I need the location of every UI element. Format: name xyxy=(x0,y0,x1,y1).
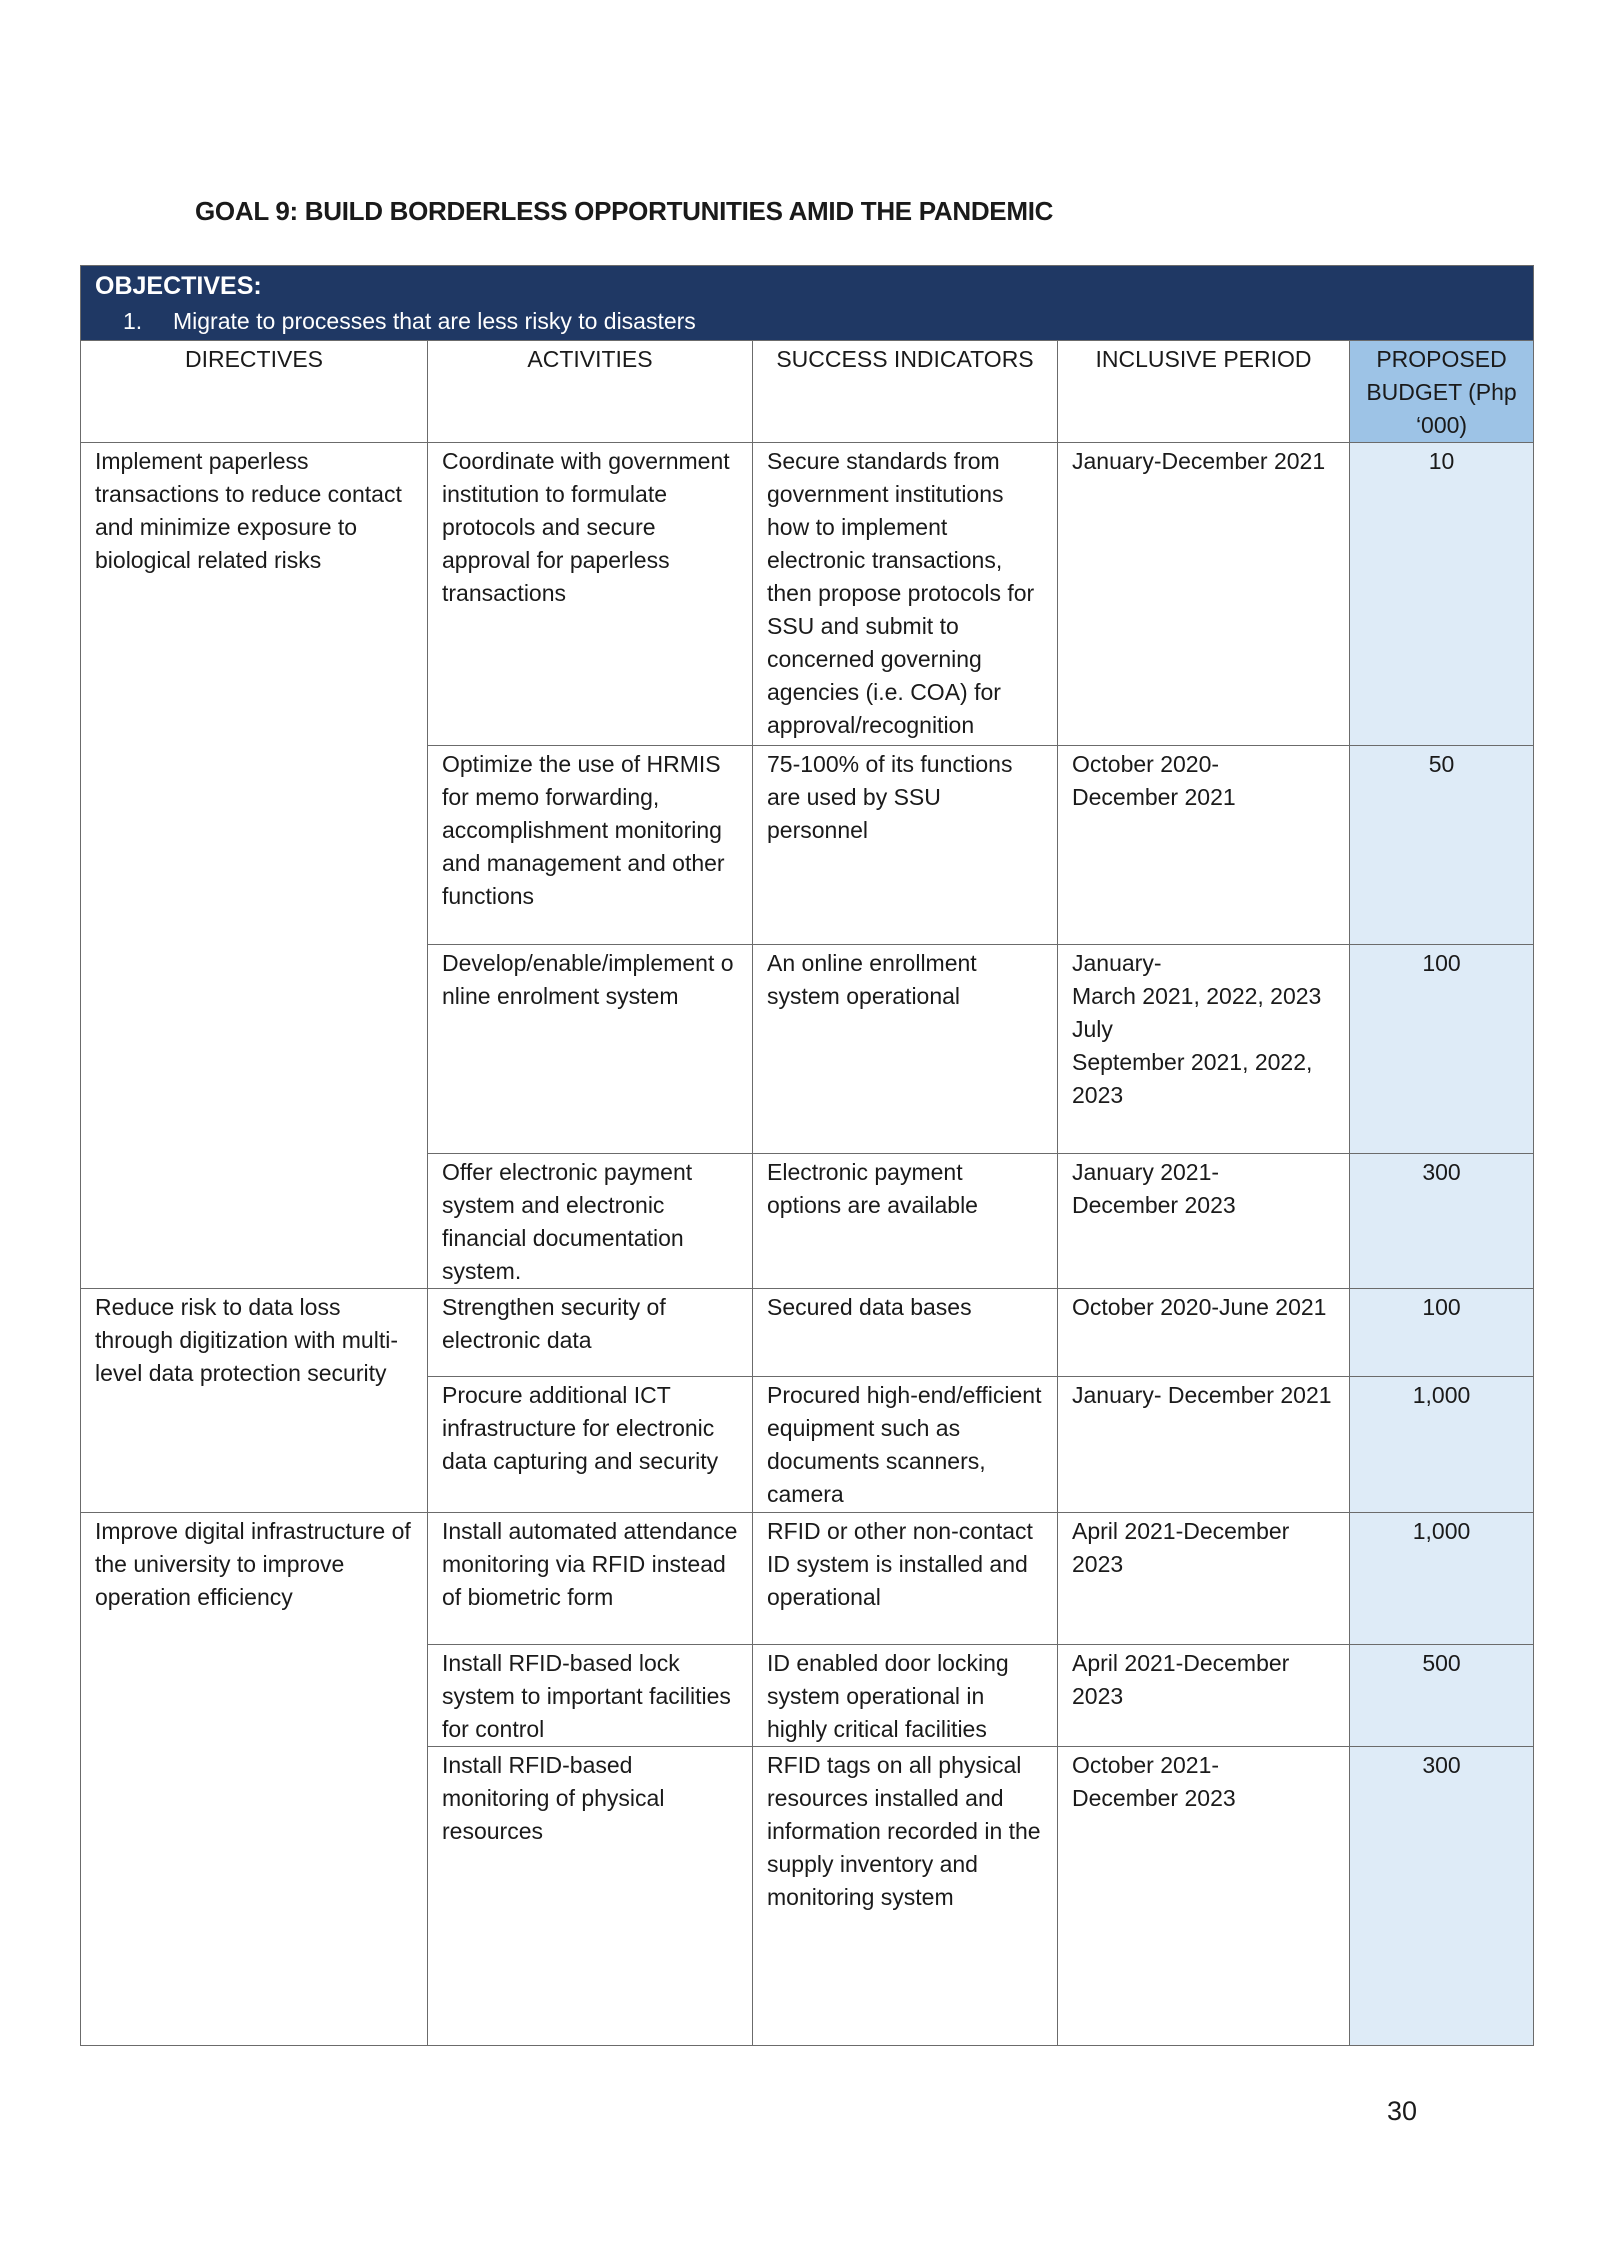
budget-cell: 1,000 xyxy=(1350,1377,1534,1513)
activity-cell: Coordinate with government institution to formulate protocols and secure approval for paperless transactions xyxy=(428,443,753,746)
objectives-row xyxy=(81,266,1534,341)
objective-number: 1. xyxy=(123,308,143,334)
header-inclusive-period: INCLUSIVE PERIOD xyxy=(1058,341,1350,443)
objective-item xyxy=(95,304,1519,338)
indicator-cell: Electronic payment options are available xyxy=(753,1154,1058,1289)
table-row xyxy=(81,1513,1534,1645)
indicator-cell: Secured data bases xyxy=(753,1289,1058,1377)
budget-cell: 300 xyxy=(1350,1747,1534,2046)
period-cell: January-December 2021 xyxy=(1058,443,1350,746)
header-directives: DIRECTIVES xyxy=(81,341,428,443)
header-activities: ACTIVITIES xyxy=(428,341,753,443)
indicator-cell: 75-100% of its functions are used by SSU personnel xyxy=(753,746,1058,945)
budget-cell: 100 xyxy=(1350,1289,1534,1377)
budget-cell: 10 xyxy=(1350,443,1534,746)
indicator-cell: Procured high-end/efficient equipment such as documents scanners, camera xyxy=(753,1377,1058,1513)
indicator-cell: RFID tags on all physical resources installed and information recorded in the supply inventory and monitoring system xyxy=(753,1747,1058,2046)
activity-cell: Install automated attendance monitoring via RFID instead of biometric form xyxy=(428,1513,753,1645)
period-cell: October 2020- December 2021 xyxy=(1058,746,1350,945)
activity-cell: Optimize the use of HRMIS for memo forwarding, accomplishment monitoring and management and other functions xyxy=(428,746,753,945)
directive-cell: Implement paperless transactions to reduce contact and minimize exposure to biological related risks xyxy=(81,443,428,1289)
objective-text: Migrate to processes that are less risky to disasters xyxy=(173,308,696,334)
page-number: 30 xyxy=(1387,2096,1418,2126)
budget-cell: 100 xyxy=(1350,945,1534,1154)
period-cell: April 2021-December 2023 xyxy=(1058,1513,1350,1645)
activity-cell: Develop/enable/implement online enrolment system xyxy=(428,945,753,1154)
activity-cell: Install RFID-based lock system to important facilities for control xyxy=(428,1645,753,1747)
indicator-cell: RFID or other non-contact ID system is installed and operational xyxy=(753,1513,1058,1645)
budget-cell: 300 xyxy=(1350,1154,1534,1289)
period-cell: October 2020-June 2021 xyxy=(1058,1289,1350,1377)
period-cell: April 2021-December 2023 xyxy=(1058,1645,1350,1747)
indicator-cell: ID enabled door locking system operational in highly critical facilities xyxy=(753,1645,1058,1747)
objectives-heading: OBJECTIVES: xyxy=(95,272,262,300)
period-cell: January- December 2021 xyxy=(1058,1377,1350,1513)
activity-cell: Offer electronic payment system and electronic financial documentation system. xyxy=(428,1154,753,1289)
goal-title: GOAL 9: BUILD BORDERLESS OPPORTUNITIES AMID THE PANDEMIC xyxy=(195,196,1054,226)
strategic-plan-table xyxy=(80,265,1534,2046)
column-header-row xyxy=(81,341,1534,443)
budget-cell: 1,000 xyxy=(1350,1513,1534,1645)
table-row xyxy=(81,443,1534,746)
table-row xyxy=(81,1289,1534,1377)
indicator-cell: Secure standards from government institutions how to implement electronic transactions, then propose protocols for SSU and submit to concerned governing agencies (i.e. COA) for approval/recognition xyxy=(753,443,1058,746)
header-success-indicators: SUCCESS INDICATORS xyxy=(753,341,1058,443)
budget-cell: 50 xyxy=(1350,746,1534,945)
indicator-cell: An online enrollment system operational xyxy=(753,945,1058,1154)
activity-cell: Strengthen security of electronic data xyxy=(428,1289,753,1377)
period-cell: January- March 2021, 2022, 2023 July September 2021, 2022, 2023 xyxy=(1058,945,1350,1154)
objectives-cell xyxy=(81,266,1534,341)
period-cell: January 2021- December 2023 xyxy=(1058,1154,1350,1289)
directive-cell: Improve digital infrastructure of the university to improve operation efficiency xyxy=(81,1513,428,2046)
directive-cell: Reduce risk to data loss through digitization with multi-level data protection security xyxy=(81,1289,428,1513)
period-cell: October 2021- December 2023 xyxy=(1058,1747,1350,2046)
header-proposed-budget: PROPOSED BUDGET (Php ‘000) xyxy=(1350,341,1534,443)
activity-cell: Install RFID-based monitoring of physical resources xyxy=(428,1747,753,2046)
activity-cell: Procure additional ICT infrastructure for electronic data capturing and security xyxy=(428,1377,753,1513)
budget-cell: 500 xyxy=(1350,1645,1534,1747)
